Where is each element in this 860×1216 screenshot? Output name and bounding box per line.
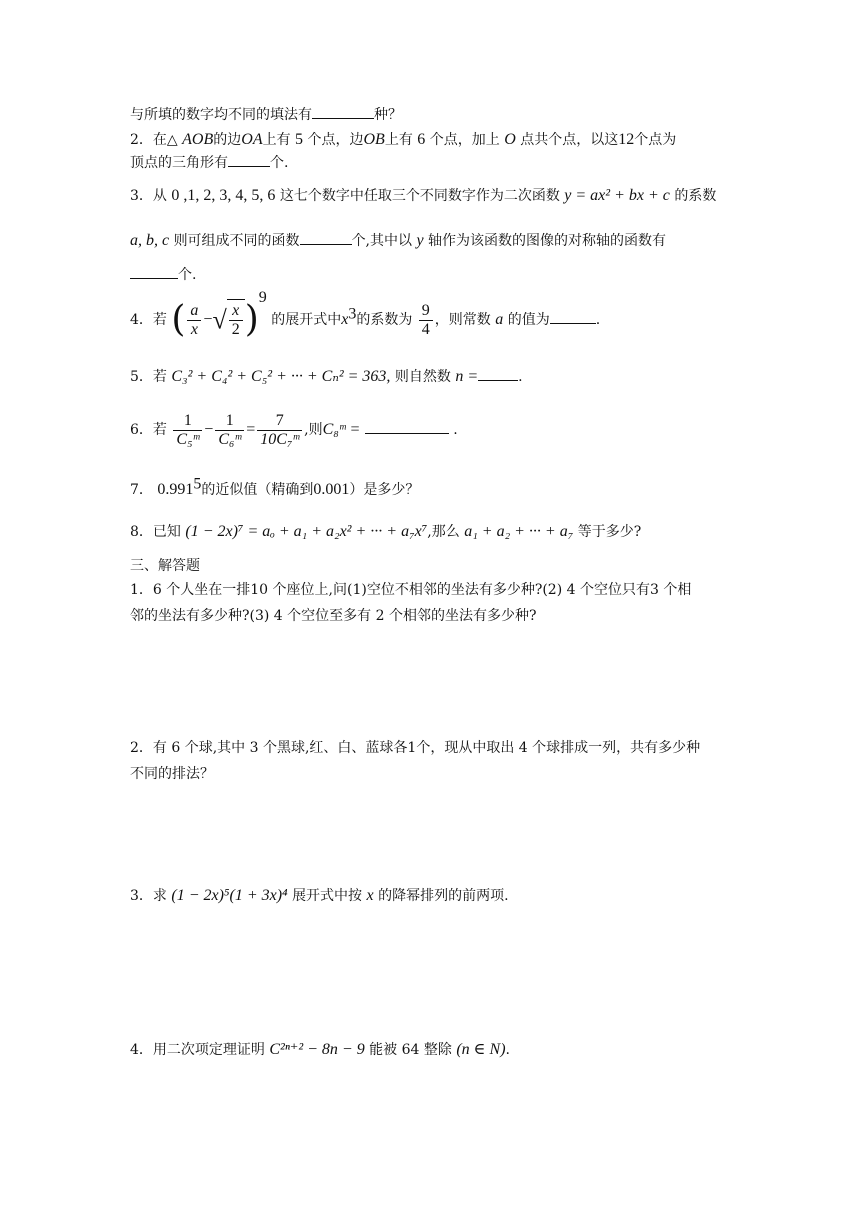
fill-question-5 — [130, 366, 523, 387]
math-formula: C₈ᵐ = — [322, 421, 361, 438]
section-title: 三、解答题 — [130, 558, 200, 574]
radical-sign: √ — [212, 305, 227, 334]
question-text: ,则 — [304, 422, 323, 438]
fill-question-8 — [130, 522, 641, 542]
fill-question-2 — [130, 130, 676, 150]
fraction-9-over-4 — [419, 302, 433, 339]
question-text: 展开式中按 — [292, 888, 363, 904]
question-text: 的近似值（精确到 — [201, 482, 314, 498]
question-text: 的边 — [213, 132, 242, 148]
answer-blank[interactable] — [478, 366, 518, 381]
fraction-1-over-c5 — [173, 412, 202, 449]
question-text: ,那么 — [427, 524, 460, 540]
question-number: 6． — [130, 422, 153, 438]
exponent: 5 — [193, 475, 202, 493]
fraction-7-over-10c7 — [257, 412, 302, 449]
math-number: 0 ,1, 2, 3, 4, 5, 6 — [171, 187, 276, 204]
question-text: 在△ — [152, 132, 178, 148]
question-text: 则自然数 — [394, 369, 451, 385]
numerator: 1 — [173, 412, 202, 431]
question-tail-suffix: 种？ — [374, 107, 402, 123]
question-number: 5． — [130, 369, 153, 385]
math-symbol: x — [366, 887, 374, 904]
denominator: C₅ᵐ — [176, 430, 200, 448]
left-paren: ( — [171, 299, 186, 340]
question-text: 点共个点，以这 — [520, 132, 619, 148]
question-text: 这七个数字中任取三个不同数字作为二次函数 — [279, 188, 560, 204]
fill-question-7 — [130, 475, 420, 500]
question-text: 若 — [152, 422, 167, 438]
question-text: 不同的排法？ — [130, 766, 214, 782]
denominator: x — [190, 320, 198, 338]
math-symbol: a — [495, 311, 504, 328]
question-text: 用二次项定理证明 — [152, 1042, 265, 1058]
question-text: 若 — [152, 369, 167, 385]
solve-question-1 — [130, 580, 691, 600]
math-number: 6 — [417, 131, 426, 148]
question-number: 4． — [130, 312, 153, 328]
math-formula: C²ⁿ⁺² − 8n − 9 — [269, 1041, 365, 1058]
minus-sign: − — [203, 311, 213, 328]
question-text: 个. — [270, 155, 289, 171]
answer-blank[interactable] — [228, 152, 270, 167]
question-text: 的值为 — [507, 312, 550, 328]
question-number: 3． — [130, 188, 153, 204]
answer-blank[interactable] — [312, 104, 374, 119]
question-tail — [130, 104, 402, 125]
question-text: 已知 — [152, 524, 181, 540]
question-tail-text: 与所填的数字均不同的填法有 — [130, 107, 312, 123]
question-number: 2． — [130, 132, 153, 148]
fraction-a-over-x — [187, 302, 201, 339]
answer-blank[interactable] — [300, 230, 352, 245]
question-text: ）是多少？ — [349, 482, 420, 498]
math-formula: a₁ + a₂ + ··· + a₇ — [464, 523, 574, 540]
question-text: 的展开式中 — [271, 312, 342, 328]
question-number: 8． — [130, 524, 153, 540]
question-text: 求 — [152, 888, 167, 904]
fill-question-4 — [130, 289, 601, 342]
question-text: 个点为 — [634, 132, 677, 148]
denominator: 2 — [231, 321, 240, 338]
question-text: 上有 — [384, 132, 413, 148]
math-symbol: y — [416, 232, 424, 249]
question-text: . — [453, 422, 458, 438]
sqrt-x-over-2 — [212, 299, 244, 342]
question-text: 等于多少? — [577, 524, 642, 540]
question-text: 有 6 个球,其中 3 个黑球,红、白、蓝球各1个，现从中取出 4 个球排成一列，共有多少种 — [152, 740, 701, 756]
solve-question-2-cont — [130, 764, 214, 784]
answer-blank[interactable] — [130, 264, 178, 279]
math-symbol: AOB — [182, 131, 214, 148]
math-symbol: x — [341, 311, 349, 328]
question-text: ，则常数 — [434, 312, 491, 328]
question-text: 个点，边 — [307, 132, 364, 148]
math-symbol: OB — [363, 131, 385, 148]
minus-sign: − — [204, 421, 214, 438]
math-number: 5 — [295, 131, 304, 148]
question-text: 若 — [152, 312, 167, 328]
math-number: 0.001 — [313, 481, 350, 498]
question-text: 个点，加上 — [429, 132, 500, 148]
equals-sign: = — [246, 421, 256, 438]
math-formula: (1 − 2x)⁷ = aₒ + a₁ + a₂x² + ··· + a₇x⁷ — [185, 523, 428, 540]
math-number: 12 — [618, 131, 635, 148]
question-text: 顶点的三角形有 — [130, 155, 228, 171]
question-text: 邻的坐法有多少种?(3) 4 个空位至多有 2 个相邻的坐法有多少种? — [130, 608, 537, 624]
question-number: 1． — [130, 582, 153, 598]
question-number: 7． — [130, 482, 153, 498]
numerator: a — [187, 302, 201, 321]
question-text: 的系数为 — [356, 312, 413, 328]
question-number: 4． — [130, 1042, 153, 1058]
fraction-x-over-2 — [229, 302, 243, 339]
fraction-1-over-c6 — [215, 412, 244, 449]
question-text: 个. — [178, 267, 197, 283]
numerator: x — [229, 302, 243, 321]
question-text: 能被 64 整除 — [369, 1042, 452, 1058]
math-symbol: O — [504, 131, 516, 148]
denominator: 4 — [421, 320, 430, 338]
fill-question-3-cont — [130, 230, 666, 251]
fill-question-3-cont2 — [130, 264, 196, 285]
solve-question-2 — [130, 738, 700, 758]
math-formula: (1 − 2x)⁵(1 + 3x)⁴ — [171, 887, 288, 904]
denominator: 10C₇ᵐ — [260, 430, 300, 448]
numerator: 7 — [257, 412, 302, 431]
fill-question-6 — [130, 408, 458, 452]
question-text: 的降幂排列的前两项. — [378, 888, 509, 904]
question-number: 3． — [130, 888, 153, 904]
numerator: 9 — [419, 302, 433, 321]
solve-question-1-cont — [130, 606, 536, 626]
question-number: 2． — [130, 740, 153, 756]
math-number: 0.991 — [157, 481, 194, 498]
math-symbol: OA — [241, 131, 263, 148]
numerator: 1 — [215, 412, 244, 431]
denominator: C₆ᵐ — [218, 430, 242, 448]
question-text: 则可组成不同的函数 — [173, 233, 300, 249]
math-symbol: n = — [455, 368, 479, 385]
math-formula: C₃² + C₄² + C₅² + ··· + Cₙ² = 363, — [171, 368, 391, 385]
math-formula: y = ax² + bx + c — [564, 187, 670, 204]
question-text: 上有 — [262, 132, 291, 148]
question-text: 从 — [152, 188, 167, 204]
question-text: 的系数 — [674, 188, 717, 204]
math-formula: (n ∈ N) — [456, 1041, 506, 1058]
fill-question-3 — [130, 186, 716, 206]
question-text: . — [595, 312, 601, 328]
math-symbol: a, b, c — [130, 232, 170, 249]
answer-blank[interactable] — [365, 419, 449, 434]
solve-question-4 — [130, 1040, 510, 1060]
exponent: 9 — [258, 289, 267, 306]
question-text: . — [505, 1042, 510, 1058]
answer-blank[interactable] — [550, 309, 596, 324]
right-paren: ) — [244, 299, 259, 340]
question-text: 个,其中以 — [351, 233, 413, 249]
question-text: 6 个人坐在一排10 个座位上,问(1)空位不相邻的坐法有多少种?(2) 4 个空位只有3 个相 — [152, 582, 692, 598]
fill-question-2-cont — [130, 152, 288, 173]
question-text: 轴作为该函数的图像的对称轴的函数有 — [428, 233, 667, 249]
question-text: . — [518, 369, 523, 385]
solve-question-3 — [130, 886, 509, 906]
exponent: 3 — [348, 305, 357, 323]
